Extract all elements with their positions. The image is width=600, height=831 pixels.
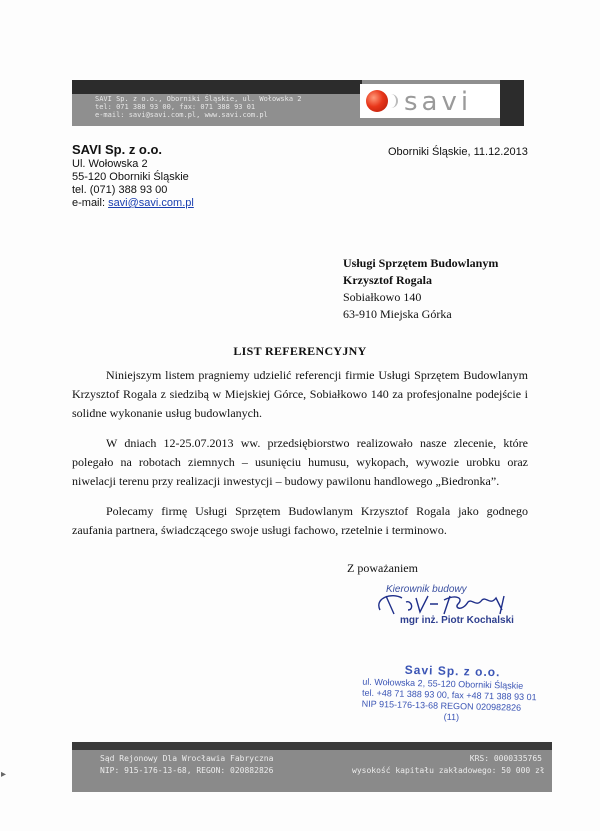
sender-email-link[interactable]: savi@savi.com.pl: [108, 197, 194, 209]
recipient-city: 63-910 Miejska Górka: [343, 307, 452, 321]
header-line-address: SAVI Sp. z o.o., Oborniki Śląskie, ul. Wołowska 2: [95, 95, 302, 103]
punch-mark: ▸: [1, 769, 7, 780]
body-paragraph: Polecamy firmę Usługi Sprzętem Budowlanym Krzysztof Rogala jako godnego zaufania partnera, świadczącego swoje usługi fachowo, rzetelnie i terminowo.: [72, 504, 528, 537]
body-paragraph: W dniach 12-25.07.2013 ww. przedsiębiorstwo realizowało nasze zlecenie, które polegało na robotach ziemnych – usunięciu humusu, wykopach, wywozie urobku oraz niwelacji terenu przy realizacji inwestycji – budowy pawilonu handlowego „Biedronka”.: [72, 436, 528, 488]
sender-phone: tel. (071) 388 93 00: [72, 184, 168, 196]
recipient-person: Krzysztof Rogala: [343, 273, 432, 287]
header-contact-text: [95, 95, 325, 119]
signatory-name: mgr inż. Piotr Kochalski: [400, 615, 514, 626]
footer-krs: KRS: 0000335765: [469, 754, 542, 763]
place-date: Oborniki Śląskie, 11.12.2013: [388, 146, 528, 158]
company-stamp: [361, 664, 542, 726]
body-paragraph: Niniejszym listem pragniemy udzielić referencji firmie Usługi Sprzętem Budowlanym Krzysztof Rogala z siedzibą w Miejskiej Górce, Sobiałkowo 140 za profesjonalne podejście i solidne wykonanie usług budowlanych.: [72, 368, 528, 420]
footer-accent-stripe: [72, 742, 552, 750]
header-line-phone: tel: 071 388 93 00, fax: 071 388 93 01: [95, 103, 256, 111]
header-line-email: e-mail: savi@savi.com.pl, www.savi.com.pl: [95, 111, 268, 119]
letter-title: LIST REFERENCYJNY: [233, 344, 367, 358]
header-accent-block: [500, 80, 524, 126]
sender-email-label: e-mail:: [72, 197, 109, 209]
footer-share-capital: wysokość kapitału zakładowego: 50 000 zł: [352, 766, 545, 775]
stamp-number: (11): [443, 711, 460, 723]
savi-logo: [360, 84, 500, 118]
footer-court: Sąd Rejonowy Dla Wrocławia Fabryczna: [100, 754, 274, 763]
recipient-address: [343, 255, 498, 323]
footer-nip-regon: NIP: 915-176-13-68, REGON: 020882826: [100, 766, 274, 775]
sender-street: Ul. Wołowska 2: [72, 158, 148, 170]
stamp-company: Savi Sp. z o.o.: [404, 662, 501, 680]
footer-registration: [100, 753, 273, 777]
letter-body: [72, 366, 528, 551]
footer-capital: [352, 753, 545, 777]
stamp-phone: tel. +48 71 388 93 00, fax +48 71 388 93 01: [361, 687, 537, 703]
stamp-ids: NIP 915-176-13-68 REGON 020982826: [361, 698, 522, 713]
sender-company: SAVI Sp. z o.o.: [72, 142, 163, 157]
sender-city: 55-120 Oborniki Śląskie: [72, 171, 189, 183]
stamp-address: ul. Wołowska 2, 55-120 Oborniki Śląskie: [362, 676, 524, 691]
recipient-street: Sobiałkowo 140: [343, 290, 422, 304]
logo-swoosh-icon: [384, 94, 398, 108]
recipient-company: Usługi Sprzętem Budowlanym: [343, 256, 499, 270]
closing-phrase: Z poważaniem: [347, 561, 418, 575]
sender-email-row: [72, 197, 194, 210]
logo-wordmark: savi: [404, 87, 473, 117]
sender-address: [72, 142, 194, 210]
header-accent-stripe: [72, 80, 362, 94]
signature-role: Kierownik budowy: [386, 584, 467, 595]
